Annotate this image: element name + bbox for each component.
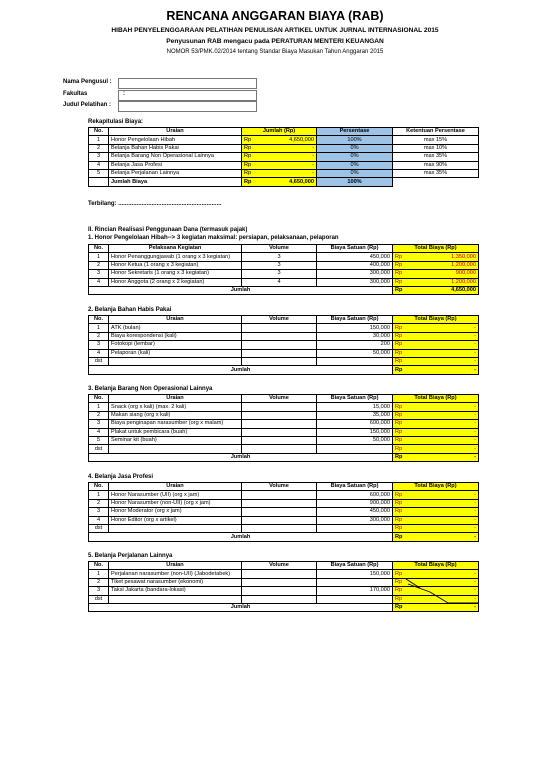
perjalanan-total: - bbox=[474, 595, 476, 602]
document-subtitle-number: NOMOR 53/PMK.02/2014 tentang Standar Biaya Masukan Tahun Anggaran 2015 bbox=[166, 49, 384, 55]
honor-row bbox=[89, 253, 479, 261]
label-judul-pelatihan: Judul Pelatihan : bbox=[63, 102, 112, 108]
jasa-no: dst bbox=[89, 524, 109, 532]
barang-rp: Rp bbox=[395, 411, 403, 418]
barang-biaya-satuan: 35,000 bbox=[317, 411, 393, 419]
recap-uraian: Belanja Barang Non Operasional Lainnya bbox=[109, 153, 242, 161]
jasa-row bbox=[89, 508, 479, 516]
honor-total-value: 4,650,000 bbox=[451, 287, 476, 294]
jasa-uraian: Honor Editor (org x artikel) bbox=[109, 516, 242, 524]
recap-uraian: Belanja Bahan Habis Pakai bbox=[109, 144, 242, 152]
field-nama-pengusul[interactable] bbox=[118, 78, 257, 89]
honor-no: 3 bbox=[89, 270, 109, 278]
perjalanan-jumlah-label: Jumlah bbox=[89, 603, 393, 611]
recap-no: 4 bbox=[89, 161, 109, 169]
bahan-no: dst bbox=[89, 357, 109, 365]
recap-row bbox=[89, 169, 479, 177]
bahan-header-cell: Uraian bbox=[109, 316, 242, 324]
recap-no: 3 bbox=[89, 153, 109, 161]
perjalanan-header-cell: Biaya Satuan (Rp) bbox=[317, 562, 393, 570]
recap-header-no: No. bbox=[89, 128, 109, 136]
barang-header-cell: No. bbox=[89, 395, 109, 403]
jasa-uraian: Honor Moderator (org x jam) bbox=[109, 508, 242, 516]
recap-no: 1 bbox=[89, 136, 109, 144]
bahan-row bbox=[89, 332, 479, 340]
barang-jumlah-label: Jumlah bbox=[89, 453, 393, 461]
honor-no: 2 bbox=[89, 261, 109, 269]
recap-persentase: 0% bbox=[317, 161, 393, 169]
perjalanan-biaya-satuan bbox=[317, 595, 393, 603]
document-title: RENCANA ANGGARAN BIAYA (RAB) bbox=[166, 9, 384, 23]
bahan-row bbox=[89, 349, 479, 357]
barang-jumlah-value: - bbox=[474, 453, 476, 460]
honor-no: 4 bbox=[89, 278, 109, 286]
field-judul-pelatihan[interactable] bbox=[118, 101, 257, 112]
barang-no: 4 bbox=[89, 428, 109, 436]
recap-table bbox=[88, 127, 479, 187]
recap-row bbox=[89, 144, 479, 152]
jasa-jumlah-value: - bbox=[474, 533, 476, 540]
barang-row bbox=[89, 445, 479, 453]
barang-jumlah-rp: Rp bbox=[395, 453, 403, 460]
recap-persentase: 0% bbox=[317, 169, 393, 177]
jasa-rp: Rp bbox=[395, 499, 403, 506]
barang-total: - bbox=[474, 437, 476, 444]
recap-persentase: 0% bbox=[317, 144, 393, 152]
section-perjalanan-title: 5. Belanja Perjalanan Lainnya bbox=[88, 553, 173, 559]
recap-header-uraian: Uraian bbox=[109, 128, 242, 136]
honor-biaya-satuan: 450,000 bbox=[317, 253, 393, 261]
jasa-no: 3 bbox=[89, 508, 109, 516]
jasa-rp: Rp bbox=[395, 516, 403, 523]
barang-total: - bbox=[474, 403, 476, 410]
honor-rp: Rp bbox=[395, 253, 403, 260]
jasa-biaya-satuan: 600,000 bbox=[317, 491, 393, 499]
barang-row bbox=[89, 411, 479, 419]
bahan-rp: Rp bbox=[395, 324, 403, 331]
honor-volume: 3 bbox=[242, 253, 317, 261]
bahan-biaya-satuan: 30,000 bbox=[317, 332, 393, 340]
bahan-total-row bbox=[89, 366, 479, 374]
barang-rp: Rp bbox=[395, 445, 403, 452]
recap-ketentuan: max 15% bbox=[393, 136, 479, 144]
bahan-row bbox=[89, 324, 479, 332]
barang-biaya-satuan: 15,000 bbox=[317, 403, 393, 411]
jasa-volume bbox=[242, 508, 317, 516]
recap-total-label: Jumlah Biaya bbox=[109, 178, 242, 186]
bahan-jumlah-rp: Rp bbox=[395, 366, 403, 373]
jasa-rp: Rp bbox=[395, 525, 403, 532]
jasa-row bbox=[89, 516, 479, 524]
label-nama-pengusul: Nama Pengusul : bbox=[63, 79, 112, 85]
barang-header-cell: Uraian bbox=[109, 395, 242, 403]
document-subtitle-regulation: Penyusunan RAB mengacu pada PERATURAN MENTERI KEUANGAN bbox=[166, 38, 384, 45]
bahan-rp: Rp bbox=[395, 332, 403, 339]
perjalanan-no: 3 bbox=[89, 587, 109, 595]
recap-rp: Rp bbox=[244, 136, 252, 143]
perjalanan-biaya-satuan bbox=[317, 578, 393, 586]
perjalanan-biaya-satuan: 150,000 bbox=[317, 570, 393, 578]
jasa-jumlah-rp: Rp bbox=[395, 533, 403, 540]
perjalanan-header-row bbox=[89, 562, 479, 570]
honor-row bbox=[89, 270, 479, 278]
recap-total-row bbox=[89, 178, 479, 186]
jasa-total: - bbox=[474, 499, 476, 506]
honor-uraian: Honor Anggota (2 orang x 2 kegiatan) bbox=[109, 278, 242, 286]
barang-row bbox=[89, 428, 479, 436]
bahan-volume bbox=[242, 332, 317, 340]
bahan-biaya-satuan: 150,000 bbox=[317, 324, 393, 332]
bahan-jumlah-label: Jumlah bbox=[89, 366, 393, 374]
barang-no: 2 bbox=[89, 411, 109, 419]
honor-volume: 3 bbox=[242, 261, 317, 269]
honor-biaya-satuan: 300,000 bbox=[317, 278, 393, 286]
perjalanan-no: dst bbox=[89, 595, 109, 603]
barang-volume bbox=[242, 411, 317, 419]
perjalanan-total: - bbox=[474, 587, 476, 594]
recap-header-jumlah: Jumlah (Rp) bbox=[242, 128, 317, 136]
bahan-uraian: Biaya korespondensi (kali) bbox=[109, 332, 242, 340]
bahan-jumlah-value: - bbox=[474, 366, 476, 373]
jasa-header-cell: Volume bbox=[242, 483, 317, 491]
barang-no: 5 bbox=[89, 436, 109, 444]
bahan-biaya-satuan bbox=[317, 357, 393, 365]
honor-uraian: Honor Penanggungjawab (1 orang x 3 kegiatan) bbox=[109, 253, 242, 261]
recap-row bbox=[89, 161, 479, 169]
perjalanan-no: 2 bbox=[89, 578, 109, 586]
honor-no: 1 bbox=[89, 253, 109, 261]
barang-uraian: Snack (org x kali) (max. 2 kali) bbox=[109, 403, 242, 411]
honor-total-row: Jumlah Rp 4,650,000 bbox=[89, 286, 479, 294]
bahan-volume bbox=[242, 341, 317, 349]
jasa-no: 1 bbox=[89, 491, 109, 499]
barang-uraian: Biaya penginapan narasumber (org x malam) bbox=[109, 420, 242, 428]
recap-no: 5 bbox=[89, 169, 109, 177]
jasa-total: - bbox=[474, 525, 476, 532]
jasa-header-row bbox=[89, 483, 479, 491]
bahan-uraian: Fotokopi (lembar) bbox=[109, 341, 242, 349]
perjalanan-uraian: Perjalanan narasumber (non-UII) (Jabodetabek) bbox=[109, 570, 242, 578]
honor-uraian: Honor Ketua (1 orang x 3 kegiatan) bbox=[109, 261, 242, 269]
bahan-no: 3 bbox=[89, 341, 109, 349]
barang-header-cell: Total Biaya (Rp) bbox=[393, 395, 479, 403]
recap-uraian: Honor Pengelolaan Hibah bbox=[109, 136, 242, 144]
honor-header-row: No. Pelaksana Kegiatan Volume Biaya Satuan (Rp) Total Biaya (Rp) bbox=[89, 245, 479, 253]
perjalanan-volume bbox=[242, 578, 317, 586]
barang-uraian bbox=[109, 445, 242, 453]
bahan-biaya-satuan: 200 bbox=[317, 341, 393, 349]
barang-volume bbox=[242, 436, 317, 444]
barang-row bbox=[89, 436, 479, 444]
jasa-header-cell: Total Biaya (Rp) bbox=[393, 483, 479, 491]
jasa-rp: Rp bbox=[395, 508, 403, 515]
bahan-volume bbox=[242, 324, 317, 332]
jasa-no: 4 bbox=[89, 516, 109, 524]
bahan-volume bbox=[242, 357, 317, 365]
jasa-volume bbox=[242, 491, 317, 499]
terbilang-line: Terbilang: .............................................................. bbox=[88, 201, 222, 207]
section-jasa-title: 4. Belanja Jasa Profesi bbox=[88, 474, 154, 480]
jasa-header-cell: Biaya Satuan (Rp) bbox=[317, 483, 393, 491]
document-subtitle: HIBAH PENYELENGGARAAN PELATIHAN PENULISAN ARTIKEL UNTUK JURNAL INTERNASIONAL 2015 bbox=[111, 27, 439, 34]
bahan-total: - bbox=[474, 349, 476, 356]
honor-total-label: Jumlah bbox=[89, 286, 393, 294]
barang-total: - bbox=[474, 411, 476, 418]
perjalanan-volume bbox=[242, 587, 317, 595]
honor-total: 900,000 bbox=[455, 270, 476, 277]
barang-volume bbox=[242, 445, 317, 453]
bahan-rp: Rp bbox=[395, 341, 403, 348]
perjalanan-header-cell: Uraian bbox=[109, 562, 242, 570]
recap-rp: Rp bbox=[244, 144, 252, 151]
barang-volume bbox=[242, 420, 317, 428]
bahan-volume bbox=[242, 349, 317, 357]
barang-header-cell: Volume bbox=[242, 395, 317, 403]
bahan-no: 2 bbox=[89, 332, 109, 340]
recap-title: Rekapitulasi Biaya: bbox=[88, 119, 144, 125]
barang-rp: Rp bbox=[395, 420, 403, 427]
bahan-uraian: Pelaporan (kali) bbox=[109, 349, 242, 357]
bahan-header-cell: No. bbox=[89, 316, 109, 324]
recap-header-persentase: Persentase bbox=[317, 128, 393, 136]
perjalanan-rp: Rp bbox=[395, 578, 403, 585]
perjalanan-rp: Rp bbox=[395, 570, 403, 577]
jasa-rp: Rp bbox=[395, 491, 403, 498]
perjalanan-jumlah-rp: Rp bbox=[395, 604, 403, 611]
perjalanan-volume bbox=[242, 570, 317, 578]
barang-row bbox=[89, 403, 479, 411]
barang-uraian: Makan siang (org x kali) bbox=[109, 411, 242, 419]
recap-rp: Rp bbox=[244, 153, 252, 160]
barang-total: - bbox=[474, 428, 476, 435]
bahan-uraian bbox=[109, 357, 242, 365]
honor-total: 1,350,000 bbox=[451, 253, 476, 260]
strike-line-3 bbox=[430, 592, 448, 603]
bahan-total: - bbox=[474, 358, 476, 365]
recap-no: 2 bbox=[89, 144, 109, 152]
jasa-biaya-satuan: 900,000 bbox=[317, 499, 393, 507]
bahan-row bbox=[89, 341, 479, 349]
barang-table bbox=[88, 394, 479, 462]
honor-row bbox=[89, 261, 479, 269]
perjalanan-volume bbox=[242, 595, 317, 603]
perjalanan-uraian bbox=[109, 595, 242, 603]
recap-jumlah: - bbox=[312, 161, 314, 168]
perjalanan-uraian: Tiket pesawat narasumber (ekonomi) bbox=[109, 578, 242, 586]
recap-rp: Rp bbox=[244, 170, 252, 177]
perjalanan-uraian: Taksi Jakarta (bandara-lokasi) bbox=[109, 587, 242, 595]
jasa-table bbox=[88, 482, 479, 542]
perjalanan-jumlah-value: - bbox=[474, 604, 476, 611]
barang-rp: Rp bbox=[395, 437, 403, 444]
perjalanan-no: 1 bbox=[89, 570, 109, 578]
perjalanan-total: - bbox=[474, 570, 476, 577]
bahan-row bbox=[89, 357, 479, 365]
recap-uraian: Belanja Jasa Profesi bbox=[109, 161, 242, 169]
jasa-row bbox=[89, 524, 479, 532]
recap-jumlah: - bbox=[312, 170, 314, 177]
barang-uraian: Seminar kit (buah) bbox=[109, 436, 242, 444]
barang-no: dst bbox=[89, 445, 109, 453]
section-barang-title: 3. Belanja Barang Non Operasional Lainnya bbox=[88, 386, 213, 392]
recap-ketentuan: max 90% bbox=[393, 161, 479, 169]
jasa-jumlah-label: Jumlah bbox=[89, 533, 393, 541]
recap-jumlah: 4,650,000 bbox=[289, 136, 314, 143]
honor-row bbox=[89, 278, 479, 286]
barang-no: 3 bbox=[89, 420, 109, 428]
recap-header-ketentuan: Ketentuan Persentase bbox=[393, 128, 479, 136]
perjalanan-biaya-satuan: 170,000 bbox=[317, 587, 393, 595]
bahan-header-cell: Volume bbox=[242, 316, 317, 324]
jasa-total-row bbox=[89, 533, 479, 541]
jasa-biaya-satuan: 450,000 bbox=[317, 508, 393, 516]
honor-volume: 3 bbox=[242, 270, 317, 278]
recap-total-rp: Rp bbox=[244, 178, 252, 185]
perjalanan-total: - bbox=[474, 578, 476, 585]
annotation-strike-lines bbox=[400, 576, 480, 606]
bahan-header-cell: Biaya Satuan (Rp) bbox=[317, 316, 393, 324]
recap-total-value: 4,650,000 bbox=[289, 178, 314, 185]
jasa-no: 2 bbox=[89, 499, 109, 507]
perjalanan-header-cell: Total Biaya (Rp) bbox=[393, 562, 479, 570]
barang-uraian: Plakat untuk pembicara (buah) bbox=[109, 428, 242, 436]
jasa-biaya-satuan bbox=[317, 524, 393, 532]
barang-rp: Rp bbox=[395, 403, 403, 410]
bahan-total: - bbox=[474, 324, 476, 331]
jasa-header-cell: Uraian bbox=[109, 483, 242, 491]
recap-persentase: 0% bbox=[317, 153, 393, 161]
barang-volume bbox=[242, 403, 317, 411]
recap-persentase: 100% bbox=[317, 136, 393, 144]
jasa-volume bbox=[242, 516, 317, 524]
recap-total-pct: 100% bbox=[317, 178, 393, 186]
barang-header-row bbox=[89, 395, 479, 403]
label-fakultas: Fakultas : bbox=[63, 91, 125, 97]
perjalanan-header-cell: Volume bbox=[242, 562, 317, 570]
bahan-total: - bbox=[474, 341, 476, 348]
honor-table bbox=[88, 244, 479, 295]
perjalanan-rp: Rp bbox=[395, 595, 403, 602]
jasa-total: - bbox=[474, 491, 476, 498]
recap-ketentuan: max 35% bbox=[393, 169, 479, 177]
bahan-uraian: ATK (bulan) bbox=[109, 324, 242, 332]
honor-biaya-satuan: 300,000 bbox=[317, 270, 393, 278]
recap-jumlah: - bbox=[312, 153, 314, 160]
jasa-total: - bbox=[474, 508, 476, 515]
recap-rp: Rp bbox=[244, 161, 252, 168]
section-bahan-title: 2. Belanja Bahan Habis Pakai bbox=[88, 307, 172, 313]
barang-total: - bbox=[474, 420, 476, 427]
honor-rp: Rp bbox=[395, 278, 403, 285]
jasa-row bbox=[89, 499, 479, 507]
barang-biaya-satuan bbox=[317, 445, 393, 453]
jasa-uraian: Honor Narasumber (non-UII) (org x jam) bbox=[109, 499, 242, 507]
bahan-header-cell: Total Biaya (Rp) bbox=[393, 316, 479, 324]
section-rincian-title: II. Rincian Realisasi Penggunaan Dana (termasuk pajak) bbox=[88, 227, 248, 233]
bahan-no: 1 bbox=[89, 324, 109, 332]
field-fakultas[interactable] bbox=[118, 90, 257, 101]
strike-line-1 bbox=[406, 579, 420, 588]
jasa-total: - bbox=[474, 516, 476, 523]
honor-volume: 4 bbox=[242, 278, 317, 286]
jasa-row bbox=[89, 491, 479, 499]
barang-no: 1 bbox=[89, 403, 109, 411]
perjalanan-header-cell: No. bbox=[89, 562, 109, 570]
honor-uraian: Honor Sekretaris (1 orang x 3 kegiatan) bbox=[109, 270, 242, 278]
bahan-total: - bbox=[474, 332, 476, 339]
recap-ketentuan: max 35% bbox=[393, 153, 479, 161]
barang-header-cell: Biaya Satuan (Rp) bbox=[317, 395, 393, 403]
bahan-biaya-satuan: 50,000 bbox=[317, 349, 393, 357]
barang-biaya-satuan: 600,000 bbox=[317, 420, 393, 428]
jasa-biaya-satuan: 300,000 bbox=[317, 516, 393, 524]
barang-rp: Rp bbox=[395, 428, 403, 435]
barang-biaya-satuan: 50,000 bbox=[317, 436, 393, 444]
barang-row bbox=[89, 420, 479, 428]
recap-header-row bbox=[89, 128, 479, 136]
recap-row bbox=[89, 136, 479, 144]
bahan-header-row bbox=[89, 316, 479, 324]
barang-volume bbox=[242, 428, 317, 436]
honor-total: 1,200,000 bbox=[451, 278, 476, 285]
honor-rp: Rp bbox=[395, 270, 403, 277]
honor-total: 1,200,000 bbox=[451, 261, 476, 268]
barang-total-row bbox=[89, 453, 479, 461]
bahan-rp: Rp bbox=[395, 349, 403, 356]
strike-line-2 bbox=[408, 584, 430, 592]
barang-total: - bbox=[474, 445, 476, 452]
section-honor-title: 1. Honor Pengelolaan Hibah--> 3 kegiatan maksimal: persiapan, pelaksanaan, pelaporan bbox=[88, 235, 339, 241]
honor-rp: Rp bbox=[395, 261, 403, 268]
honor-biaya-satuan: 400,000 bbox=[317, 261, 393, 269]
recap-jumlah: - bbox=[312, 144, 314, 151]
recap-uraian: Belanja Perjalanan Lainnya bbox=[109, 169, 242, 177]
recap-ketentuan: max 10% bbox=[393, 144, 479, 152]
perjalanan-rp: Rp bbox=[395, 587, 403, 594]
jasa-header-cell: No. bbox=[89, 483, 109, 491]
bahan-rp: Rp bbox=[395, 358, 403, 365]
bahan-table bbox=[88, 315, 479, 375]
jasa-volume bbox=[242, 499, 317, 507]
barang-biaya-satuan: 150,000 bbox=[317, 428, 393, 436]
jasa-uraian: Honor Narasumber (UII) (org x jam) bbox=[109, 491, 242, 499]
bahan-no: 4 bbox=[89, 349, 109, 357]
jasa-uraian bbox=[109, 524, 242, 532]
recap-row bbox=[89, 153, 479, 161]
jasa-volume bbox=[242, 524, 317, 532]
